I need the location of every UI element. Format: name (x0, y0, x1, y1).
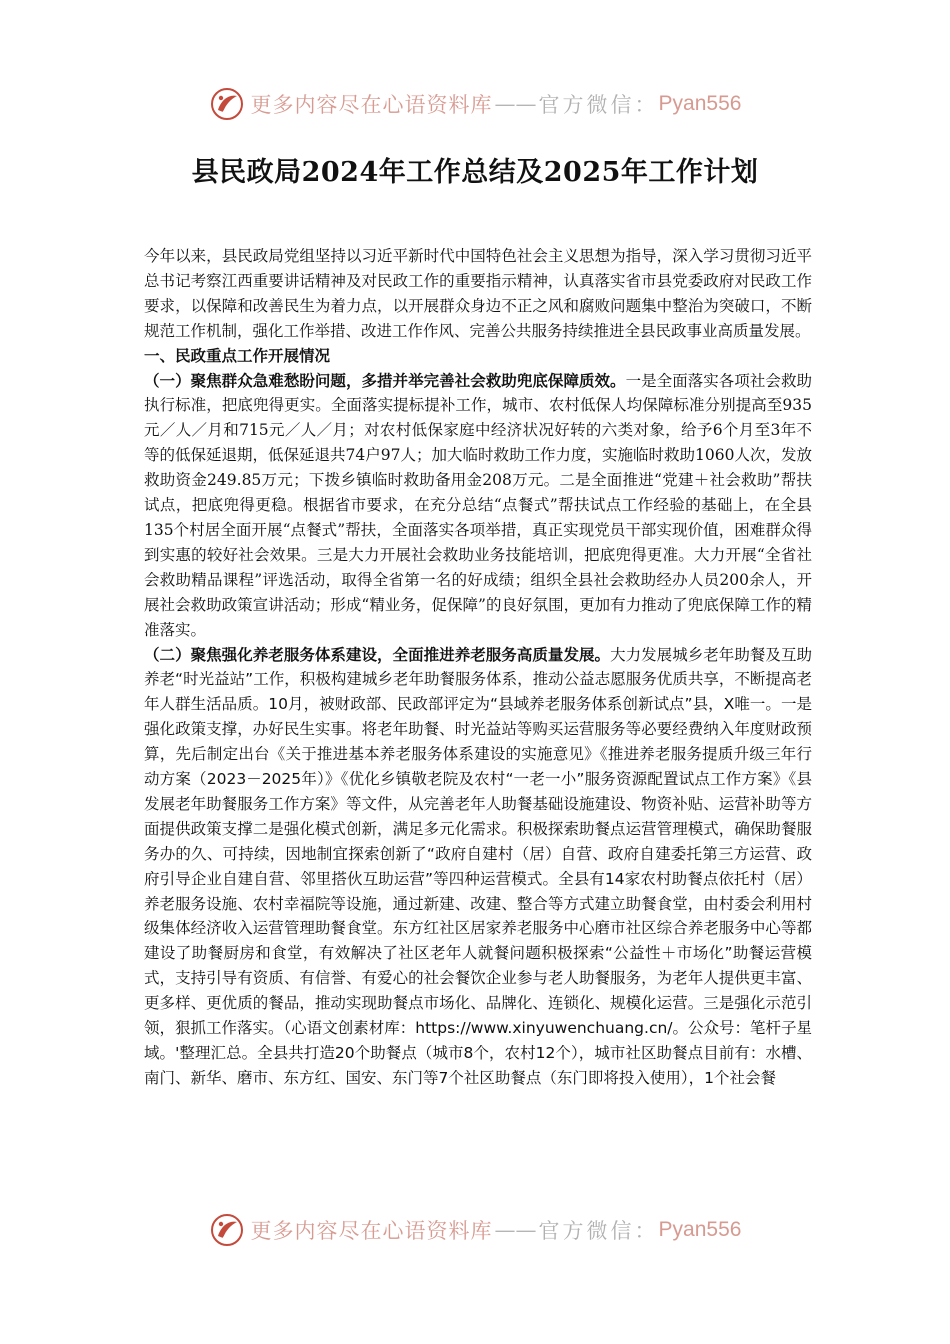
section-heading (144, 344, 812, 369)
brand-logo-icon (209, 86, 245, 122)
brand-logo-icon (209, 1212, 245, 1248)
banner-main-text: 更多内容尽在心语资料库 (250, 93, 493, 117)
footer-separator: —— (494, 1218, 537, 1242)
footer-main-text: 更多内容尽在心语资料库 (250, 1219, 493, 1243)
banner-wechat-id: Pyan556 (658, 92, 742, 115)
subsection-1-body: 一是全面落实各项社会救助执行标准，把底兜得更实。全面落实提标提补工作，城市、农村低保人均保障标准分别提高至935元／人／月和715元／人／月；对农村低保家庭中经济状况好转的六类对象，给予6个月至3年不等的低保延退期，低保延退共74户97人；加大临时救助工作力度，实施临时救助1060人次，发放救助资金249.85万元；下拨乡镇临时救助备用金208万元。二是全面推进“党建＋社会救助”帮扶试点，把底兜得更稳。根据省市要求，在充分总结“点餐式”帮扶试点工作经验的基础上，在全县135个村居全面开展“点餐式”帮扶，全面落实各项举措，真正实现党员干部实现价值，困难群众得到实惠的较好社会效果。三是大力开展社会救助业务技能培训，把底兜得更准。大力开展“全省社会救助精品课程”评选活动，取得全省第一名的好成绩；组织全县社会救助经办人员200余人，开展社会救助政策宣讲活动；形成“精业务，促保障”的良好氛围，更加有力推动了兜底保障工作的精准落实。 (144, 371, 812, 639)
subsection-2-body: 大力发展城乡老年助餐及互助养老“时光益站”工作，积极构建城乡老年助餐服务体系，推动公益志愿服务优质共享，不断提高老年人群生活品质。10月，被财政部、民政部评定为“县域养老服务体系创新试点”县，X唯一。一是强化政策支撑，办好民生实事。将老年助餐、时光益站等购买运营服务等必要经费纳入年度财政预算，先后制定出台《关于推进基本养老服务体系建设的实施意见》《推进养老服务提质升级三年行动方案（2023－2025年）》《优化乡镇敬老院及农村“一老一小”服务资源配置试点工作方案》《县发展老年助餐服务工作方案》等文件，从完善老年人助餐基础设施建设、物资补贴、运营补助等方面提供政策支撑二是强化模式创新，满足多元化需求。积极探索助餐点运营管理模式，确保助餐服务办的久、可持续，因地制宜探索创新了“政府自建村（居）自营、政府自建委托第三方运营、政府引导企业自建自营、邻里搭伙互助运营”等四种运营模式。全县有14家农村助餐点依托村（居）养老服务设施、农村幸福院等设施，通过新建、改建、整合等方式建立助餐食堂，由村委会利用村级集体经济收入运营管理助餐食堂。东方红社区居家养老服务中心磨市社区综合养老服务中心等都建设了助餐厨房和食堂，有效解决了社区老年人就餐问题积极探索“公益性＋市场化”助餐运营模式，支持引导有资质、有信誉、有爱心的社会餐饮企业参与老人助餐服务，为老年人提供更丰富、更多样、更优质的餐品，推动实现助餐点市场化、品牌化、连锁化、规模化运营。三是强化示范引领，狠抓工作落实。（心语文创素材库：https://www.xinyuwenchuang.cn/。公众号：笔杆子星域。'整理汇总。全县共打造20个助餐点（城市8个，农村12个），城市社区助餐点目前有：水槽、南门、新华、磨市、东方红、国安、东门等7个社区助餐点（东门即将投入使用），1个社会餐 (144, 645, 813, 1087)
document-body (144, 244, 812, 1091)
intro-paragraph (144, 244, 812, 344)
footer-wechat-id: Pyan556 (658, 1218, 742, 1241)
banner-separator: —— (494, 92, 537, 116)
subsection-2-lead: （二）聚焦强化养老服务体系建设，全面推进养老服务高质量发展。 (144, 645, 611, 664)
document-title: 县民政局2024年工作总结及2025年工作计划 (191, 157, 759, 188)
section1-heading: 一、民政重点工作开展情况 (144, 346, 331, 365)
header-banner[interactable] (0, 80, 950, 128)
intro-text: 今年以来，县民政局党组坚持以习近平新时代中国特色社会主义思想为指导，深入学习贯彻习近平总书记考察江西重要讲话精神及对民政工作的重要指示精神，认真落实省市县党委政府对民政工作要求，以保障和改善民生为着力点，以开展群众身边不正之风和腐败问题集中整治为突破口，不断规范工作机制，强化工作举措、改进工作作风、完善公共服务持续推进全县民政事业高质量发展。 (144, 247, 812, 340)
subsection-1-lead: （一）聚焦群众急难愁盼问题，多措并举完善社会救助兜底保障质效。 (144, 370, 626, 390)
subsection-2-paragraph (144, 643, 812, 1091)
subsection-1-paragraph (144, 369, 812, 643)
banner-sub-text: 官方微信： (538, 93, 659, 117)
footer-sub-text: 官方微信： (538, 1219, 659, 1243)
footer-banner[interactable] (0, 1206, 950, 1254)
